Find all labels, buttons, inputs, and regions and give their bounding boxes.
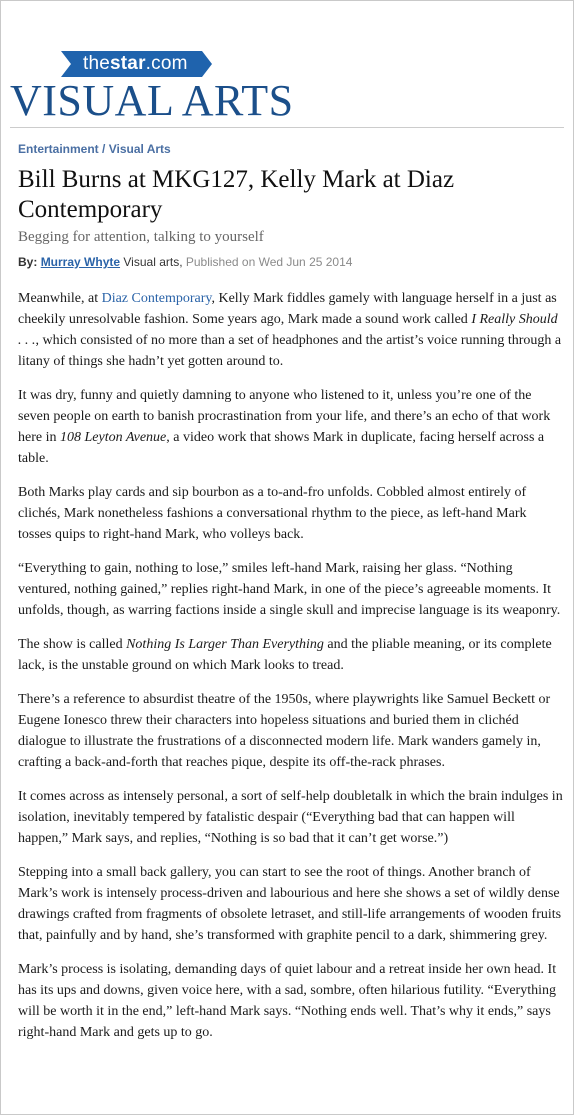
p2-text-b: , a video work that shows Mark in duplicate, facing herself across a table. — [18, 430, 545, 466]
p1-work-title: I Really Should . . . — [18, 312, 558, 348]
p2-text-a: It was dry, funny and quietly damning to anyone who listened to it, unless you’re one of the seven people on earth to banish procrastination from your life, and there’s an echo of that work here in — [18, 388, 551, 445]
p1-text-c: , which consisted of no more than a set of headphones and the artist’s voice running through a litany of things she hadn’t yet gotten around to. — [18, 333, 562, 369]
article-body — [18, 288, 563, 1056]
paragraph-3: Both Marks play cards and sip bourbon as a to-and-fro unfolds. Cobbled almost entirely of clichés, Mark nonetheless fashions a conversational rhythm to the piece, as left-hand Mark tosses quips to right-hand Mark, who volleys back. — [18, 485, 527, 542]
article-subhead: Begging for attention, talking to yourself — [18, 229, 264, 245]
breadcrumb-separator: / — [98, 142, 109, 156]
logo-chevron-right-icon — [202, 51, 212, 77]
p1-text-a: Meanwhile, at — [18, 291, 102, 306]
p5-show-title: Nothing Is Larger Than Everything — [126, 637, 324, 652]
paragraph-5 — [18, 634, 563, 676]
logo-chevron-left-icon — [61, 51, 71, 77]
author-link[interactable]: Murray Whyte — [40, 255, 121, 269]
paragraph-1 — [18, 288, 563, 372]
article-headline: Bill Burns at MKG127, Kelly Mark at Diaz Contemporary — [18, 166, 455, 223]
p5-text-b: and the pliable meaning, or its complete lack, is the unstable ground on which Mark looks to tread. — [18, 637, 552, 673]
section-title[interactable]: VISUAL ARTS — [10, 76, 294, 125]
byline-desk: Visual arts, — [123, 255, 183, 269]
paragraph-4: “Everything to gain, nothing to lose,” smiles left-hand Mark, raising her glass. “Nothing ventured, nothing gained,” replies right-hand Mark, in one of the piece’s agreeable moments. It unfolds, though, as warring factions inside a single skull and imprecise language is its weaponry. — [18, 561, 561, 618]
breadcrumb — [18, 142, 171, 156]
logo-com: .com — [145, 53, 188, 74]
paragraph-9: Mark’s process is isolating, demanding days of quiet labour and a retreat inside her own head. It has its ups and downs, given voice here, with a sad, sombre, often hilarious futility. “Everything will be worth it in the end,” left-hand Mark says. “Nothing ends well. That’s why it ends,” says right-hand Mark and gets up to go. — [18, 962, 557, 1040]
masthead-divider — [10, 127, 564, 128]
p1-text-b: , Kelly Mark fiddles gamely with language herself in a just as cheekily unresolvable fashion. Some years ago, Mark made a sound work called — [18, 291, 557, 327]
breadcrumb-entertainment-link[interactable]: Entertainment — [18, 142, 99, 156]
byline-label: By: — [18, 255, 38, 269]
diaz-contemporary-link[interactable]: Diaz Contemporary — [101, 291, 212, 306]
logo-star: star — [110, 53, 146, 74]
paragraph-7: It comes across as intensely personal, a sort of self-help doubletalk in which the brain indulges in isolation, inevitably tempered by fatalistic despair (“Everything bad that can happen will happen,” Mark says, and replies, “Nothing is so bad that it can’t get worse.”) — [18, 789, 563, 846]
paragraph-8: Stepping into a small back gallery, you can start to see the root of things. Another branch of Mark’s work is intensely process-driven and labourious and here she shows a set of wildly dense drawings crafted from fragments of obsolete letraset, and still-life arrangements of wooden fruits that, painfully and by hand, she’s transformed with graphite pencil to a dark, shimmering grey. — [18, 865, 562, 943]
published-date: Published on Wed Jun 25 2014 — [185, 255, 353, 269]
p5-text-a: The show is called — [18, 637, 127, 652]
thestar-logo[interactable] — [61, 51, 202, 79]
logo-badge[interactable] — [61, 51, 202, 77]
breadcrumb-visual-arts-link[interactable]: Visual Arts — [108, 142, 171, 156]
byline — [18, 255, 352, 269]
p2-work-title: 108 Leyton Avenue — [59, 430, 167, 445]
paragraph-6: There’s a reference to absurdist theatre of the 1950s, where playwrights like Samuel Beckett or Eugene Ionesco threw their characters into hopeless situations and buried them in clichéd dialogue to illustrate the frustrations of a disconnected modern life. Mark wanders gamely in, crafting a back-and-forth that reaches pique, despite its off-the-rack phrases. — [18, 692, 551, 770]
logo-the: the — [83, 53, 111, 74]
paragraph-2 — [18, 385, 563, 469]
